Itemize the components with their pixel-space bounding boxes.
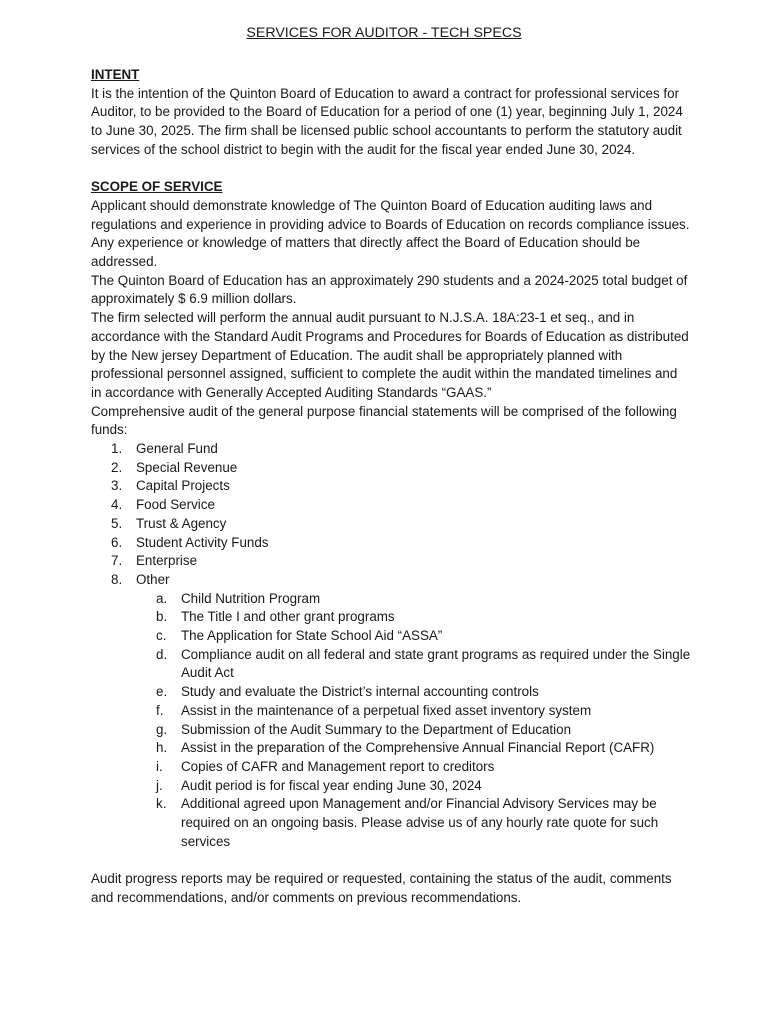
fund-item: 4. Food Service bbox=[111, 497, 215, 513]
scope-heading: SCOPE OF SERVICE bbox=[91, 179, 223, 195]
other-item: b. The Title I and other grant programs bbox=[156, 609, 395, 625]
fund-item: 2. Special Revenue bbox=[111, 459, 238, 475]
intent-section bbox=[91, 66, 691, 160]
scope-paragraph: The firm selected will perform the annual audit pursuant to N.J.S.A. 18A:23-1 et seq., and in accordance with the Standard Audit Programs and Procedures for Boards of Education as distributed by the New jersey Department of Education. The audit shall be appropriately planned with professional personnel assigned, sufficient to complete the audit within the mandated timelines and in accordance with Generally Accepted Auditing Standards “GAAS.” bbox=[91, 310, 689, 400]
scope-paragraph: Comprehensive audit of the general purpose financial statements will be comprised of the following funds: bbox=[91, 403, 677, 438]
other-items-list bbox=[91, 590, 691, 852]
document-title: SERVICES FOR AUDITOR - TECH SPECS bbox=[246, 25, 522, 41]
other-item: f. Assist in the maintenance of a perpetual fixed asset inventory system bbox=[156, 702, 592, 718]
intent-heading: INTENT bbox=[91, 67, 140, 82]
fund-item: 5. Trust & Agency bbox=[111, 515, 227, 531]
scope-section bbox=[91, 178, 691, 851]
closing-paragraph: Audit progress reports may be required or requested, containing the status of the audit, comments and recommendations, and/or comments on previous recommendations. bbox=[91, 871, 672, 905]
other-item: d. Compliance audit on all federal and state grant programs as required under the Single Audit Act bbox=[156, 646, 691, 681]
funds-list bbox=[91, 440, 691, 590]
fund-item: 1. General Fund bbox=[111, 441, 218, 457]
intent-text: It is the intention of the Quinton Board of Education to award a contract for professional services for Auditor, to be provided to the Board of Education for a period of one (1) year, beginning July 1, 2024 to June 30, 2025. The firm shall be licensed public school accountants to perform the statutory audit services of the school district to begin with the audit for the fiscal year ended June 30, 2024. bbox=[91, 85, 683, 157]
scope-paragraph: Applicant should demonstrate knowledge of The Quinton Board of Education auditing laws and regulations and experience in providing advice to Boards of Education on records compliance issues. Any experience or knowledge of matters that directly affect the Board of Education should be addressed. bbox=[91, 197, 690, 270]
other-item: j. Audit period is for fiscal year ending June 30, 2024 bbox=[156, 777, 482, 793]
other-item: a. Child Nutrition Program bbox=[156, 590, 321, 606]
fund-item: 6. Student Activity Funds bbox=[111, 534, 269, 550]
other-item: k. Additional agreed upon Management and/or Financial Advisory Services may be required on an ongoing basis. Please advise us of any hourly rate quote for such services bbox=[156, 796, 659, 849]
fund-item: 7. Enterprise bbox=[111, 553, 198, 569]
document-page bbox=[91, 23, 691, 908]
fund-item: 3. Capital Projects bbox=[111, 478, 230, 494]
other-item: e. Study and evaluate the District’s internal accounting controls bbox=[156, 684, 539, 700]
scope-paragraph: The Quinton Board of Education has an approximately 290 students and a 2024-2025 total budget of approximately $ 6.9 million dollars. bbox=[91, 272, 688, 307]
other-item: h. Assist in the preparation of the Comprehensive Annual Financial Report (CAFR) bbox=[156, 740, 655, 756]
other-item: c. The Application for State School Aid “ASSA” bbox=[156, 628, 443, 644]
fund-item: 8. Other bbox=[111, 571, 170, 587]
other-item: i. Copies of CAFR and Management report to creditors bbox=[156, 759, 495, 774]
other-item: g. Submission of the Audit Summary to the Department of Education bbox=[156, 721, 572, 737]
